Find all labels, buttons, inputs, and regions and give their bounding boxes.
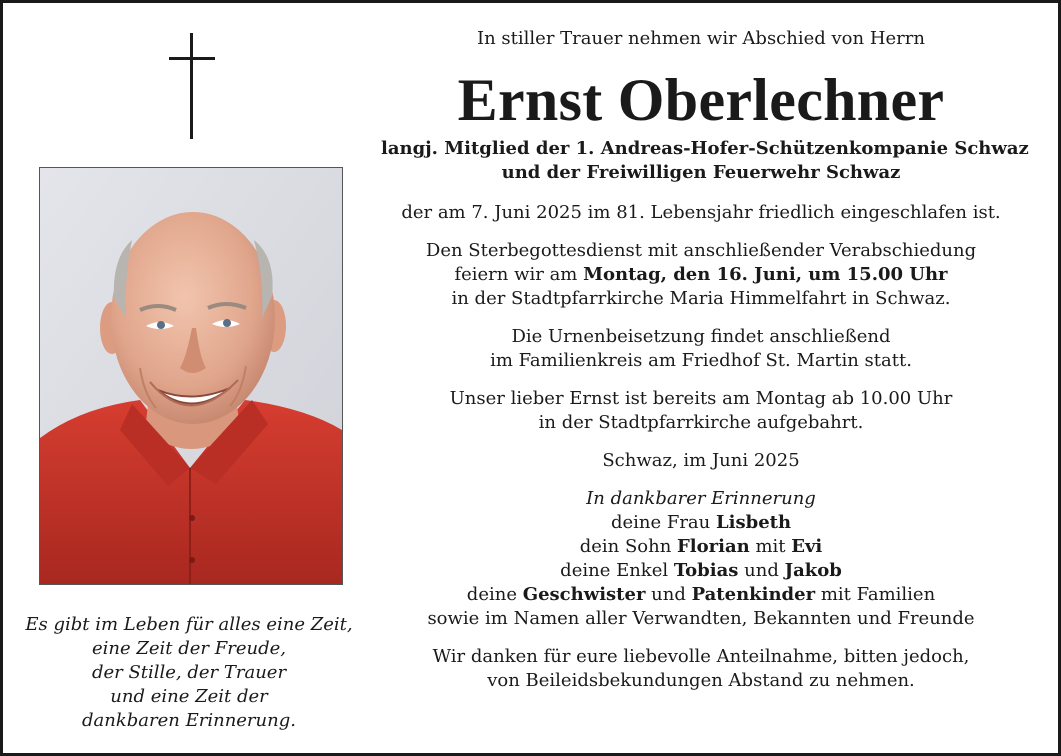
intro-line: In stiller Trauer nehmen wir Abschied von Herrn	[477, 28, 925, 49]
mourner-text: und	[738, 560, 785, 581]
poem-line: eine Zeit der Freude,	[92, 638, 286, 659]
mourner-wife	[381, 511, 1021, 535]
notice-text	[381, 25, 1029, 693]
mourner-name: Jakob	[784, 560, 842, 581]
service-line	[381, 263, 1021, 287]
place-date: Schwaz, im Juni 2025	[602, 450, 800, 471]
viewing-info	[381, 387, 1021, 435]
thanks-line: Wir danken für eure liebevolle Anteilnahme, bitten jedoch,	[432, 646, 970, 667]
mourner-grandchildren	[381, 559, 1021, 583]
death-notice: der am 7. Juni 2025 im 81. Lebensjahr friedlich eingeschlafen ist.	[401, 202, 1001, 223]
membership-line: langj. Mitglied der 1. Andreas-Hofer-Schützenkompanie Schwaz	[381, 138, 1029, 159]
urn-line: im Familienkreis am Friedhof St. Martin statt.	[490, 350, 912, 371]
thanks	[381, 645, 1021, 693]
mourners-heading: In dankbarer Erinnerung	[586, 488, 816, 509]
mourner-text: deine	[466, 584, 523, 605]
mourner-text: mit Familien	[815, 584, 936, 605]
mourner-name: Lisbeth	[715, 512, 792, 533]
service-text: feiern wir am	[454, 264, 584, 285]
portrait-photo	[39, 167, 343, 585]
mourner-others: sowie im Namen aller Verwandten, Bekannten und Freunde	[427, 608, 975, 629]
viewing-line: Unser lieber Ernst ist bereits am Montag ab 10.00 Uhr	[449, 388, 953, 409]
mourners	[381, 487, 1021, 631]
mourner-text: deine Frau	[610, 512, 716, 533]
poem-line: Es gibt im Leben für alles eine Zeit,	[25, 614, 353, 635]
urn-info	[381, 325, 1021, 373]
service-line: Den Sterbegottesdienst mit anschließender Verabschiedung	[425, 240, 977, 261]
mourner-name: Geschwister	[522, 584, 646, 605]
mourner-siblings	[381, 583, 1021, 607]
membership-line: und der Freiwilligen Feuerwehr Schwaz	[501, 162, 901, 183]
poem-line: dankbaren Erinnerung.	[82, 710, 296, 731]
poem-line: und eine Zeit der	[110, 686, 268, 707]
mourner-text: mit	[749, 536, 792, 557]
service-line: in der Stadtpfarrkirche Maria Himmelfahrt in Schwaz.	[451, 288, 951, 309]
mourner-son	[381, 535, 1021, 559]
mourner-text: und	[645, 584, 692, 605]
poem	[9, 613, 369, 733]
deceased-name: Ernst Oberlechner	[457, 67, 945, 133]
poem-line: der Stille, der Trauer	[91, 662, 287, 683]
mourner-text: dein Sohn	[579, 536, 678, 557]
mourner-text: deine Enkel	[560, 560, 674, 581]
mourner-name: Florian	[677, 536, 750, 557]
mourner-name: Evi	[791, 536, 823, 557]
urn-line: Die Urnenbeisetzung findet anschließend	[511, 326, 891, 347]
mourner-name: Tobias	[673, 560, 739, 581]
thanks-line: von Beileidsbekundungen Abstand zu nehmen.	[487, 670, 915, 691]
cross-icon	[169, 33, 215, 139]
mourner-name: Patenkinder	[691, 584, 816, 605]
service-datetime: Montag, den 16. Juni, um 15.00 Uhr	[583, 264, 948, 285]
viewing-line: in der Stadtpfarrkirche aufgebahrt.	[538, 412, 864, 433]
service-info	[381, 239, 1021, 311]
